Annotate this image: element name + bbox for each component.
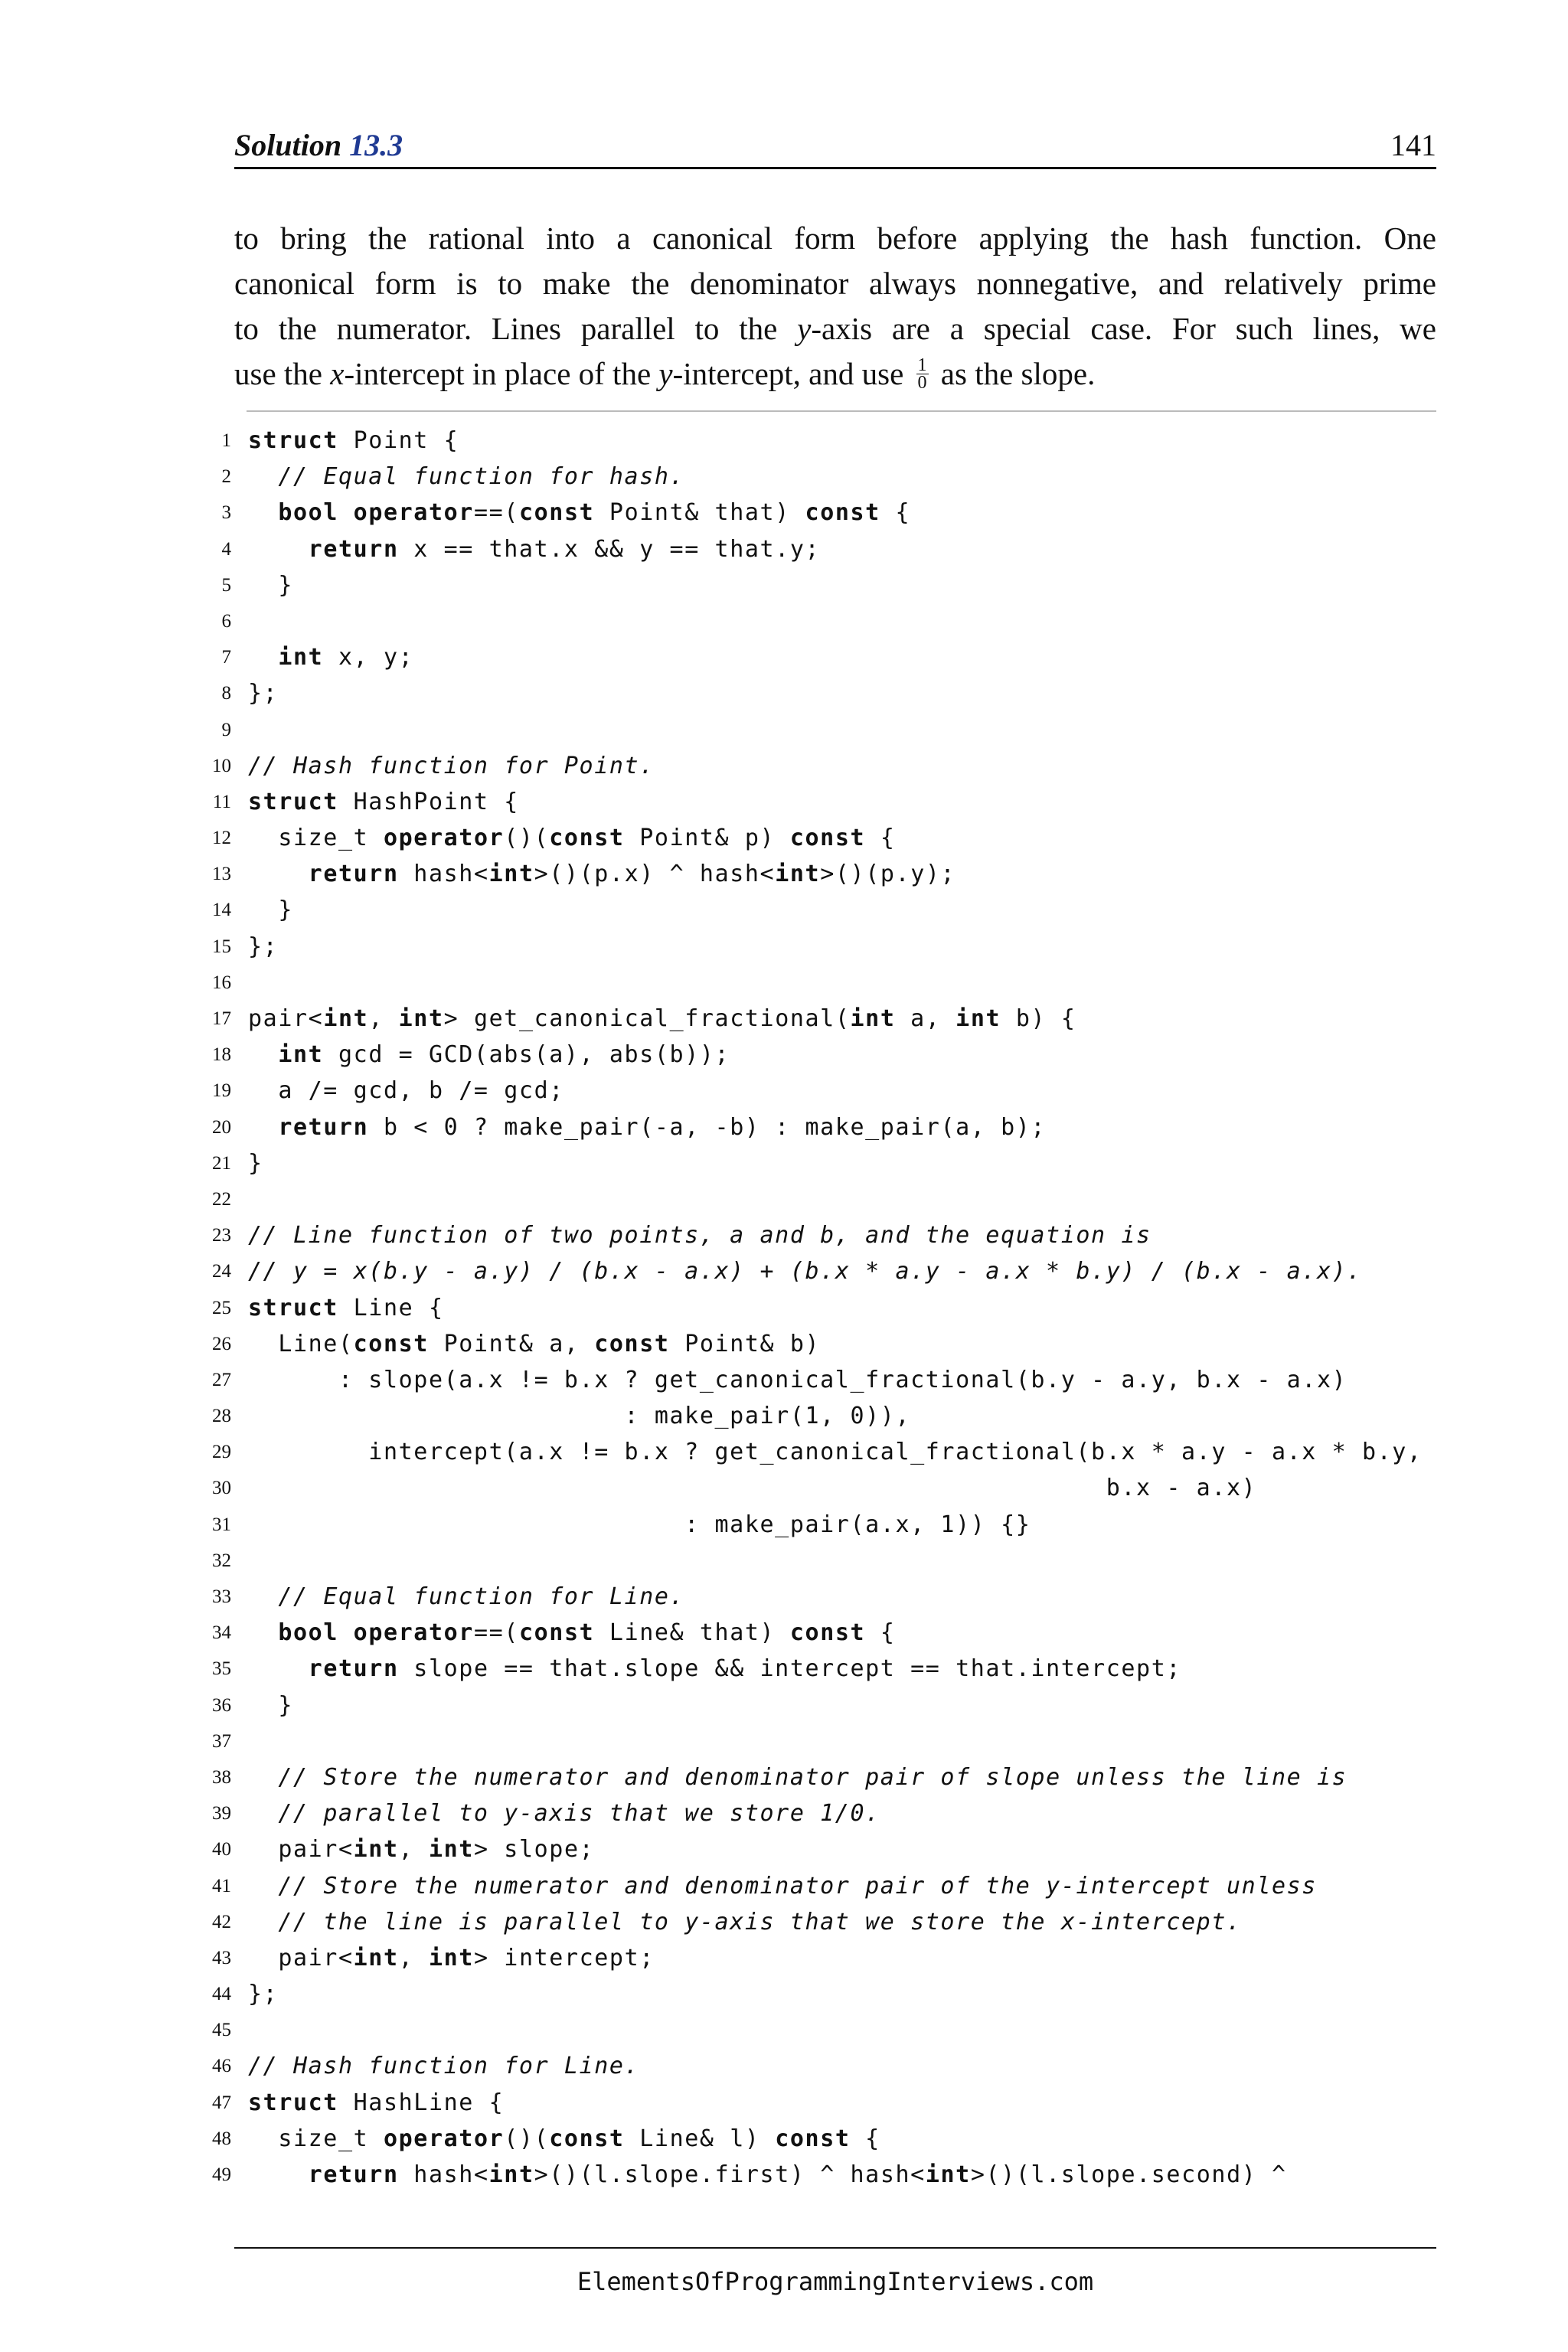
code-line — [207, 929, 1447, 965]
code-text: bool operator==(const Point& that) const { — [278, 499, 911, 527]
code-text: bool operator==(const Line& that) const { — [278, 1619, 896, 1647]
code-text: int gcd = GCD(abs(a), abs(b)); — [278, 1041, 730, 1069]
line-number: 3 — [221, 502, 231, 524]
code-text: } — [248, 571, 293, 599]
code-text: return b < 0 ? make_pair(-a, -b) : make_pair(a, b); — [278, 1113, 1047, 1141]
header-rule — [234, 167, 1436, 169]
page-header — [234, 124, 1436, 170]
paragraph-line-1: to bring the rational into a canonical form before applying the hash function. One — [234, 220, 1436, 256]
code-line — [207, 1145, 1447, 1181]
code-text: }; — [248, 1981, 279, 2008]
code-line — [207, 423, 1447, 459]
line-number: 36 — [212, 1694, 231, 1716]
code-text: // Store the numerator and denominator pair of the y-intercept unless — [278, 1872, 1317, 1900]
paragraph-text: -axis are a special case. For such lines, we — [811, 311, 1436, 346]
code-line — [207, 1001, 1447, 1037]
code-text: size_t operator()(const Line& l) const { — [248, 2125, 880, 2152]
code-text: struct Point { — [248, 427, 459, 454]
line-number: 49 — [212, 2164, 231, 2185]
code-text: struct Line { — [248, 1294, 444, 1321]
line-number: 7 — [221, 647, 231, 668]
code-line — [207, 1615, 1447, 1651]
line-number: 22 — [212, 1188, 231, 1210]
page-number: 141 — [1390, 128, 1436, 162]
code-text: }; — [248, 680, 279, 707]
code-line — [207, 639, 1447, 675]
line-number: 43 — [212, 1947, 231, 1968]
line-number: 37 — [212, 1730, 231, 1752]
code-text: // Equal function for hash. — [278, 463, 685, 491]
code-line — [207, 892, 1447, 928]
code-text: struct HashPoint { — [248, 788, 519, 815]
line-number: 6 — [221, 610, 231, 632]
line-number: 18 — [212, 1044, 231, 1066]
line-number: 11 — [212, 791, 231, 812]
code-line — [207, 1759, 1447, 1795]
line-number: 38 — [212, 1766, 231, 1788]
code-text: }; — [248, 933, 279, 960]
line-number: 15 — [212, 936, 231, 957]
code-text: // y = x(b.y - a.y) / (b.x - a.x) + (b.x * a.y - a.x * b.y) / (b.x - a.x). — [248, 1258, 1362, 1285]
code-line — [207, 1181, 1447, 1217]
code-line — [207, 856, 1447, 892]
code-text: a /= gcd, b /= gcd; — [248, 1077, 564, 1105]
line-number: 41 — [212, 1875, 231, 1896]
line-number: 47 — [212, 2092, 231, 2113]
line-number: 30 — [212, 1478, 231, 1499]
code-text: return slope == that.slope && intercept == that.intercept; — [308, 1655, 1182, 1683]
line-number: 23 — [212, 1225, 231, 1246]
code-line — [207, 2085, 1447, 2121]
line-number: 5 — [221, 574, 231, 596]
code-text: Line(const Point& a, const Point& b) — [248, 1330, 821, 1357]
math-variable: y — [658, 356, 673, 391]
fraction-numerator: 1 — [917, 355, 927, 376]
code-text: : make_pair(1, 0)), — [248, 1403, 911, 1430]
code-text: size_t operator()(const Point& p) const { — [248, 825, 896, 852]
line-number: 44 — [212, 1984, 231, 2005]
line-number: 28 — [212, 1406, 231, 1427]
code-line — [207, 1651, 1447, 1687]
code-line — [207, 567, 1447, 603]
line-number: 21 — [212, 1152, 231, 1174]
code-line — [207, 1687, 1447, 1723]
line-number: 17 — [212, 1008, 231, 1029]
code-line — [207, 1290, 1447, 1326]
code-line — [207, 2157, 1447, 2193]
math-variable: y — [797, 311, 812, 346]
code-text: // Equal function for Line. — [278, 1583, 685, 1610]
code-text: return hash<int>()(p.x) ^ hash<int>()(p.y); — [308, 861, 956, 888]
math-variable: x — [330, 356, 345, 391]
code-top-rule — [247, 410, 1436, 412]
footer-rule — [234, 2247, 1436, 2249]
code-line — [207, 495, 1447, 531]
line-number: 10 — [212, 755, 231, 776]
paragraph-text: to the numerator. Lines parallel to the — [234, 311, 798, 346]
code-listing — [207, 423, 1447, 2193]
code-line — [207, 1217, 1447, 1253]
body-paragraph — [234, 216, 1436, 397]
code-text: int x, y; — [278, 644, 414, 671]
line-number: 2 — [221, 466, 231, 488]
paragraph-text: -intercept in place of the — [344, 356, 659, 391]
line-number: 16 — [212, 972, 231, 993]
code-line — [207, 675, 1447, 711]
paragraph-line-4 — [234, 351, 1436, 397]
code-line — [207, 1253, 1447, 1289]
line-number: 31 — [212, 1514, 231, 1535]
code-line — [207, 1940, 1447, 1976]
code-line — [207, 1976, 1447, 2012]
line-number: 9 — [221, 719, 231, 740]
code-text: // the line is parallel to y-axis that we store the x-intercept. — [278, 1908, 1242, 1936]
line-number: 27 — [212, 1369, 231, 1390]
line-number: 48 — [212, 2128, 231, 2149]
code-line — [207, 2012, 1447, 2048]
code-line — [207, 603, 1447, 639]
line-number: 19 — [212, 1080, 231, 1102]
solution-heading — [234, 124, 403, 167]
code-line — [207, 965, 1447, 1001]
code-line — [207, 531, 1447, 567]
code-text: : slope(a.x != b.x ? get_canonical_fractional(b.y - a.y, b.x - a.x) — [248, 1366, 1348, 1393]
code-text: // Store the numerator and denominator pair of slope unless the line is — [278, 1763, 1348, 1791]
code-line — [207, 1362, 1447, 1398]
code-text: pair<int, int> get_canonical_fractional(int a, int b) { — [248, 1005, 1076, 1032]
fraction-denominator: 0 — [917, 373, 927, 394]
line-number: 26 — [212, 1333, 231, 1354]
solution-label: Solution — [234, 128, 342, 162]
code-line — [207, 712, 1447, 748]
line-number: 39 — [212, 1803, 231, 1824]
paragraph-line-2: canonical form is to make the denominator always nonnegative, and relatively prime — [234, 266, 1436, 301]
line-number: 4 — [221, 538, 231, 560]
paragraph-line-3 — [234, 306, 1436, 351]
code-line — [207, 1434, 1447, 1470]
line-number: 29 — [212, 1442, 231, 1463]
code-line — [207, 784, 1447, 820]
line-number: 33 — [212, 1586, 231, 1607]
code-text: // parallel to y-axis that we store 1/0. — [278, 1800, 880, 1828]
code-line — [207, 2121, 1447, 2157]
line-number: 40 — [212, 1839, 231, 1860]
code-text: } — [248, 1149, 263, 1177]
code-line — [207, 1904, 1447, 1940]
code-text: b.x - a.x) — [248, 1475, 1257, 1502]
code-line — [207, 2048, 1447, 2084]
line-number: 12 — [212, 828, 231, 849]
line-number: 32 — [212, 1550, 231, 1571]
code-text: // Hash function for Line. — [248, 2053, 640, 2080]
code-text: // Line function of two points, a and b, and the equation is — [248, 1222, 1152, 1250]
line-number: 20 — [212, 1116, 231, 1138]
line-number: 35 — [212, 1658, 231, 1680]
line-number: 24 — [212, 1261, 231, 1282]
line-number: 34 — [212, 1622, 231, 1644]
code-text: pair<int, int> intercept; — [248, 1944, 655, 1971]
code-line — [207, 1868, 1447, 1904]
line-number: 1 — [221, 430, 231, 451]
code-line — [207, 1723, 1447, 1759]
code-text: // Hash function for Point. — [248, 752, 655, 779]
line-number: 13 — [212, 864, 231, 885]
code-line — [207, 1831, 1447, 1867]
code-line — [207, 1037, 1447, 1073]
code-line — [207, 1507, 1447, 1543]
code-text: } — [248, 1691, 293, 1719]
code-text: intercept(a.x != b.x ? get_canonical_fractional(b.x * a.y - a.x * b.y, — [248, 1439, 1423, 1466]
solution-reference-link[interactable]: 13.3 — [349, 128, 403, 162]
paragraph-text: -intercept, and use — [672, 356, 912, 391]
code-text: return x == that.x && y == that.y; — [308, 535, 821, 563]
line-number: 8 — [221, 683, 231, 704]
fraction-one-over-zero — [916, 355, 929, 394]
code-line — [207, 1579, 1447, 1615]
code-line — [207, 1470, 1447, 1506]
paragraph-text: as the slope. — [933, 356, 1096, 391]
code-text: return hash<int>()(l.slope.first) ^ hash<int>()(l.slope.second) ^ — [308, 2161, 1287, 2188]
line-number: 42 — [212, 1911, 231, 1932]
code-line — [207, 459, 1447, 495]
line-number: 46 — [212, 2056, 231, 2077]
code-line — [207, 1398, 1447, 1434]
code-line — [207, 1109, 1447, 1145]
paragraph-text: use the — [234, 356, 331, 391]
footer-site: ElementsOfProgrammingInterviews.com — [577, 2267, 1094, 2296]
code-text: pair<int, int> slope; — [248, 1836, 595, 1864]
line-number: 25 — [212, 1297, 231, 1318]
code-text: struct HashLine { — [248, 2089, 505, 2116]
code-line — [207, 1543, 1447, 1579]
code-line — [207, 748, 1447, 784]
line-number: 14 — [212, 900, 231, 921]
code-line — [207, 820, 1447, 856]
code-line — [207, 1795, 1447, 1831]
code-line — [207, 1073, 1447, 1109]
code-line — [207, 1326, 1447, 1362]
code-text: } — [248, 897, 293, 924]
line-number: 45 — [212, 2020, 231, 2041]
code-text: : make_pair(a.x, 1)) {} — [248, 1511, 1031, 1538]
